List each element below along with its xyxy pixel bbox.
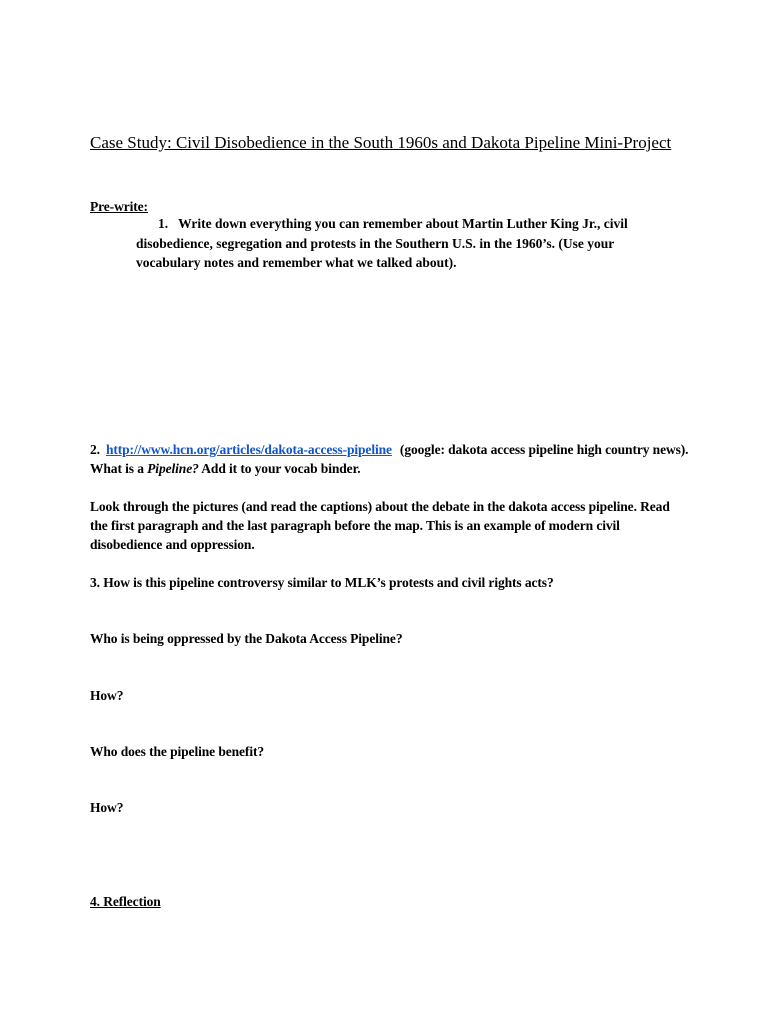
prewrite-label: Pre-write: [90,199,148,214]
item-3: 3. How is this pipeline controversy similar to MLK’s protests and civil rights acts? [90,575,554,590]
document-title: Case Study: Civil Disobedience in the South 1960s and Dakota Pipeline Mini-Project [90,133,672,152]
item-2-text-after: Add it to your vocab binder. [198,461,361,476]
instructions-paragraph: Look through the pictures (and read the captions) about the debate in the dakota access pipeline. Read the first paragraph and the last paragraph before the map. This is an example of modern civil disobedience and oppression. [90,499,670,552]
article-link[interactable]: http://www.hcn.org/articles/dakota-access-pipeline [105,442,392,457]
question-how-2: How? [90,800,124,815]
item-1 [136,214,666,273]
item-2-number: 2. [90,442,100,457]
item-2-italic: Pipeline? [147,461,199,476]
item-4-reflection: 4. Reflection [90,894,161,909]
question-how-1: How? [90,688,124,703]
item-1-text: Write down everything you can remember about Martin Luther King Jr., civil disobedience, segregation and protests in the Southern U.S. in the 1960’s. (Use your vocabulary notes and remember what we talked about). [136,216,628,270]
question-who-oppressed: Who is being oppressed by the Dakota Access Pipeline? [90,631,403,646]
item-1-number: 1. [158,216,169,231]
item-2-text-before: (google: dakota access pipeline high country news). What is a [90,442,689,476]
item-2 [90,440,690,478]
question-who-benefit: Who does the pipeline benefit? [90,744,265,759]
